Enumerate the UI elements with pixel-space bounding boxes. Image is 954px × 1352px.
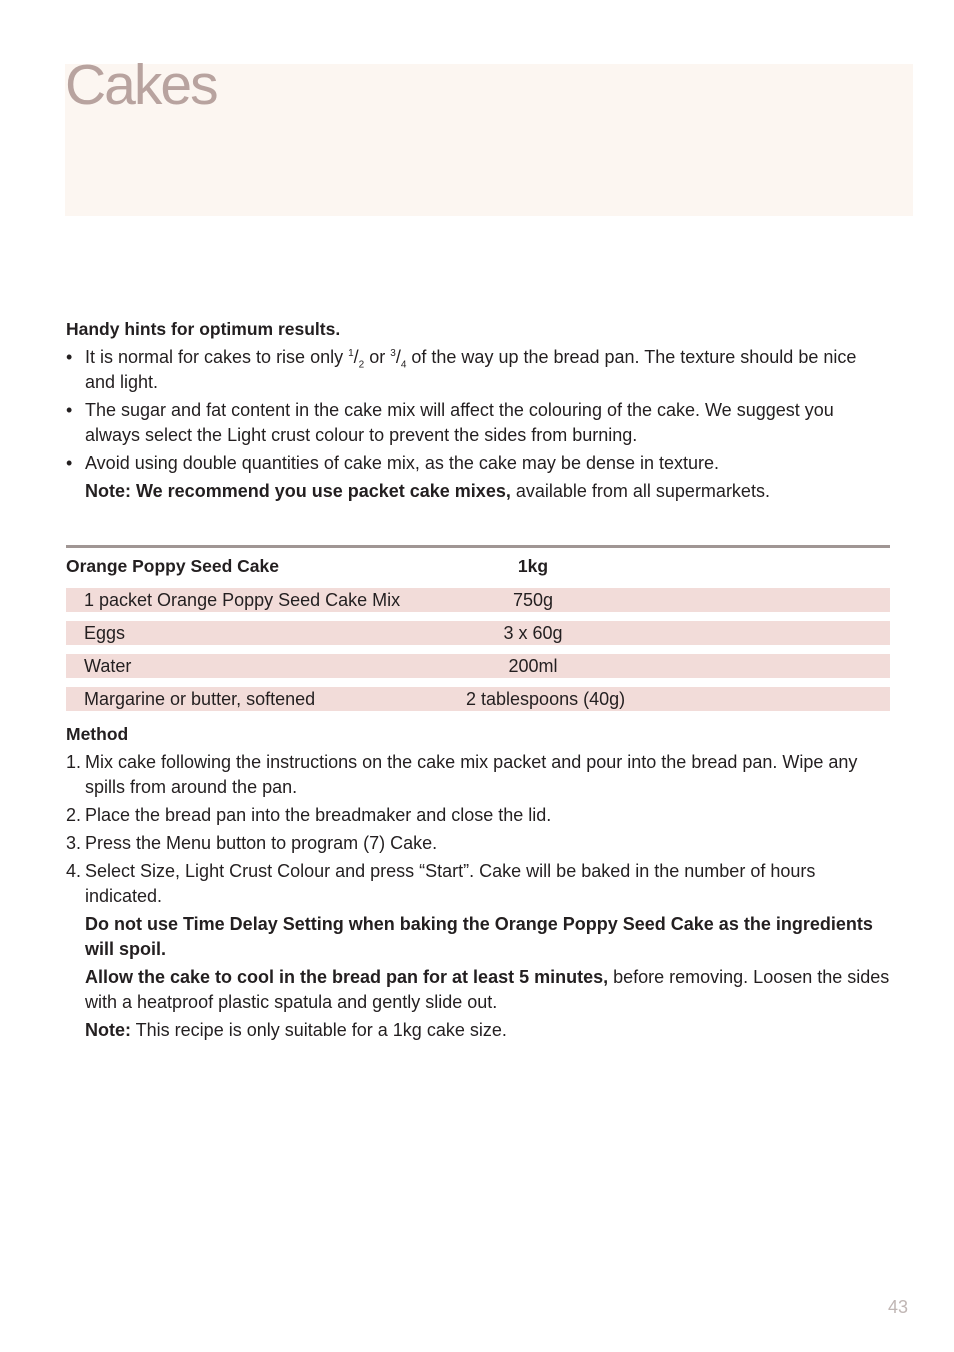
ingredient-row bbox=[66, 588, 890, 612]
step-number: 4. bbox=[66, 861, 82, 881]
ingredient-qty: 200ml bbox=[508, 655, 558, 676]
hint-text: Avoid using double quantities of cake mix, as the cake may be dense in texture. bbox=[85, 453, 720, 473]
hints-section bbox=[66, 317, 890, 504]
fraction-three-quarters: $^3/_4$ bbox=[390, 347, 407, 371]
recipe-size: 1kg bbox=[517, 555, 549, 576]
step-text: Press the Menu button to program (7) Cake. bbox=[85, 833, 438, 853]
method-step bbox=[66, 750, 890, 800]
ingredient-row bbox=[66, 687, 890, 711]
step-number: 1. bbox=[66, 752, 82, 772]
ingredient-row bbox=[66, 654, 890, 678]
page-number: 43 bbox=[888, 1297, 909, 1317]
hints-list bbox=[66, 345, 890, 476]
step-number: 2. bbox=[66, 805, 82, 825]
hint-text: The sugar and fat content in the cake mix will affect the colouring of the cake. We suggest you always select the Light crust colour to prevent the sides from burning. bbox=[85, 400, 834, 445]
method-warning: Do not use Time Delay Setting when baking the Orange Poppy Seed Cake as the ingredients will spoil. bbox=[85, 914, 873, 959]
ingredient-qty: 3 x 60g bbox=[503, 622, 563, 643]
ingredient-name: Eggs bbox=[84, 622, 126, 643]
bullet-icon: • bbox=[66, 400, 73, 420]
fraction-half: $^1/_2$ bbox=[348, 347, 365, 371]
ingredient-row bbox=[66, 621, 890, 645]
hint-item bbox=[66, 345, 890, 395]
step-text: Select Size, Light Crust Colour and press “Start”. Cake will be baked in the number of hours indicated. bbox=[85, 861, 816, 906]
method-step bbox=[66, 831, 890, 856]
bullet-icon: • bbox=[66, 347, 73, 367]
recipe-table bbox=[66, 545, 890, 711]
step-number: 3. bbox=[66, 833, 82, 853]
ingredient-name: Margarine or butter, softened bbox=[84, 688, 316, 709]
table-top-rule bbox=[66, 545, 890, 548]
method-cooling: Allow the cake to cool in the bread pan for at least 5 minutes, before removing. Loosen the sides with a heatproof plastic spatula and gently slide out. bbox=[85, 967, 890, 1012]
hints-heading: Handy hints for optimum results. bbox=[66, 319, 341, 339]
bullet-icon: • bbox=[66, 453, 73, 473]
recipe-name: Orange Poppy Seed Cake bbox=[66, 555, 279, 576]
ingredient-qty: 2 tablespoons (40g) bbox=[466, 688, 626, 709]
ingredient-name: Water bbox=[84, 655, 132, 676]
step-text: Mix cake following the instructions on the cake mix packet and pour into the bread pan. Wipe any spills from around the pan. bbox=[85, 752, 858, 797]
method-step bbox=[66, 859, 890, 909]
hint-item bbox=[66, 398, 890, 448]
method-section bbox=[66, 722, 890, 1043]
step-text: Place the bread pan into the breadmaker and close the lid. bbox=[85, 805, 552, 825]
hint-item bbox=[66, 451, 890, 476]
method-heading: Method bbox=[66, 724, 129, 744]
hints-note: Note: We recommend you use packet cake mixes, available from all supermarkets. bbox=[85, 481, 770, 501]
method-steps bbox=[66, 750, 890, 909]
page-title: Cakes bbox=[65, 53, 217, 117]
hint-text: It is normal for cakes to rise only $^1/_2$ or $^3/_4$ of the way up the bread pan. The texture should be nice and light. bbox=[85, 347, 857, 392]
recipe-header-row bbox=[66, 553, 890, 579]
method-note: Note: This recipe is only suitable for a 1kg cake size. bbox=[85, 1020, 507, 1040]
method-step bbox=[66, 803, 890, 828]
ingredient-name: 1 packet Orange Poppy Seed Cake Mix bbox=[84, 589, 401, 610]
ingredient-qty: 750g bbox=[512, 589, 554, 610]
